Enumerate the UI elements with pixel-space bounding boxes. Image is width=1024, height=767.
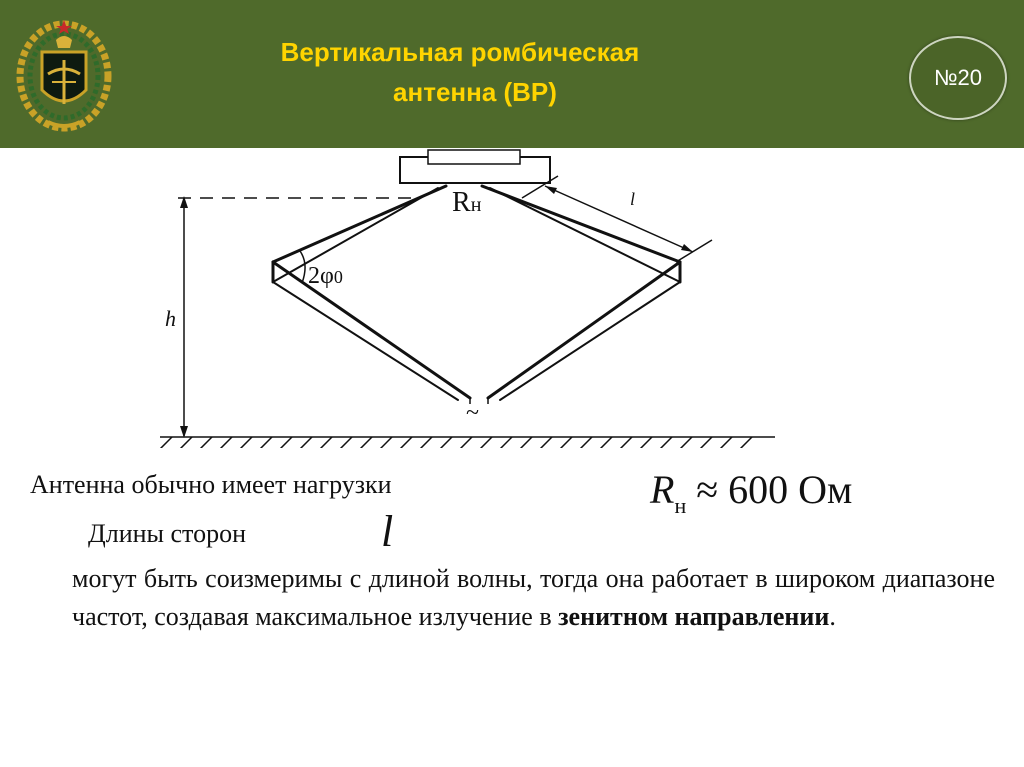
antenna-diagram [0, 148, 1024, 448]
ground-hatch-mark [260, 437, 272, 448]
slide-number-badge: №20 [909, 36, 1007, 120]
formula-sub: н [674, 493, 687, 518]
ground-hatch-mark [500, 437, 512, 448]
ground-hatch-mark [540, 437, 552, 448]
angle-label: 2φ0 [308, 263, 343, 289]
source-symbol: ~ [466, 400, 479, 426]
ground-hatch-mark [640, 437, 652, 448]
ground-hatch-mark [440, 437, 452, 448]
load-label: Rн [452, 187, 482, 218]
description-paragraph [72, 560, 995, 636]
ground-hatch-mark [360, 437, 372, 448]
title-line-1: Вертикальная ромбическая [280, 37, 640, 67]
page-title [150, 32, 770, 112]
ground-hatch-mark [240, 437, 252, 448]
rhombus-wires [273, 186, 680, 400]
ground-hatch-mark [660, 437, 672, 448]
height-dimension [180, 196, 188, 438]
side-label: l [630, 189, 636, 209]
para-text: могут быть соизмеримы с длиной волны, тогда она работает в широком диапазоне частот, создавая максимальное излучение в [72, 564, 995, 631]
ground-hatch-mark [680, 437, 692, 448]
ground-hatch-mark [580, 437, 592, 448]
para-end: . [829, 602, 836, 631]
side-length-symbol: l [381, 507, 394, 556]
para-bold: зенитном направлении [558, 602, 830, 631]
ground-hatch-mark [180, 437, 192, 448]
ground-hatch-mark [700, 437, 712, 448]
ground-hatch-mark [340, 437, 352, 448]
formula-r: R [650, 467, 675, 512]
load-formula [650, 466, 853, 518]
side-length-text: Длины сторон [88, 519, 246, 548]
ground-hatch-mark [320, 437, 332, 448]
ground-hatch-mark [280, 437, 292, 448]
ground-hatch-mark [720, 437, 732, 448]
title-line-2: антенна (ВР) [393, 77, 557, 107]
ground-hatch-mark [600, 437, 612, 448]
ground-hatch-mark [620, 437, 632, 448]
ground-hatch-mark [480, 437, 492, 448]
load-resistor [400, 150, 550, 183]
ground-hatch-mark [400, 437, 412, 448]
ground-hatch-mark [160, 437, 172, 448]
ground-hatch-mark [220, 437, 232, 448]
height-label: h [165, 306, 176, 331]
slide-header [0, 0, 1024, 148]
ground-hatch-mark [460, 437, 472, 448]
ground-hatch-mark [200, 437, 212, 448]
ground-hatch-mark [300, 437, 312, 448]
formula-value: ≈ 600 Ом [686, 467, 853, 512]
ground-hatch-mark [520, 437, 532, 448]
ground-hatch-mark [420, 437, 432, 448]
ground [160, 437, 775, 448]
military-emblem-icon [12, 12, 116, 136]
ground-hatch-mark [740, 437, 752, 448]
ground-hatch-mark [380, 437, 392, 448]
load-text: Антенна обычно имеет нагрузки [30, 470, 392, 499]
ground-hatch-mark [560, 437, 572, 448]
